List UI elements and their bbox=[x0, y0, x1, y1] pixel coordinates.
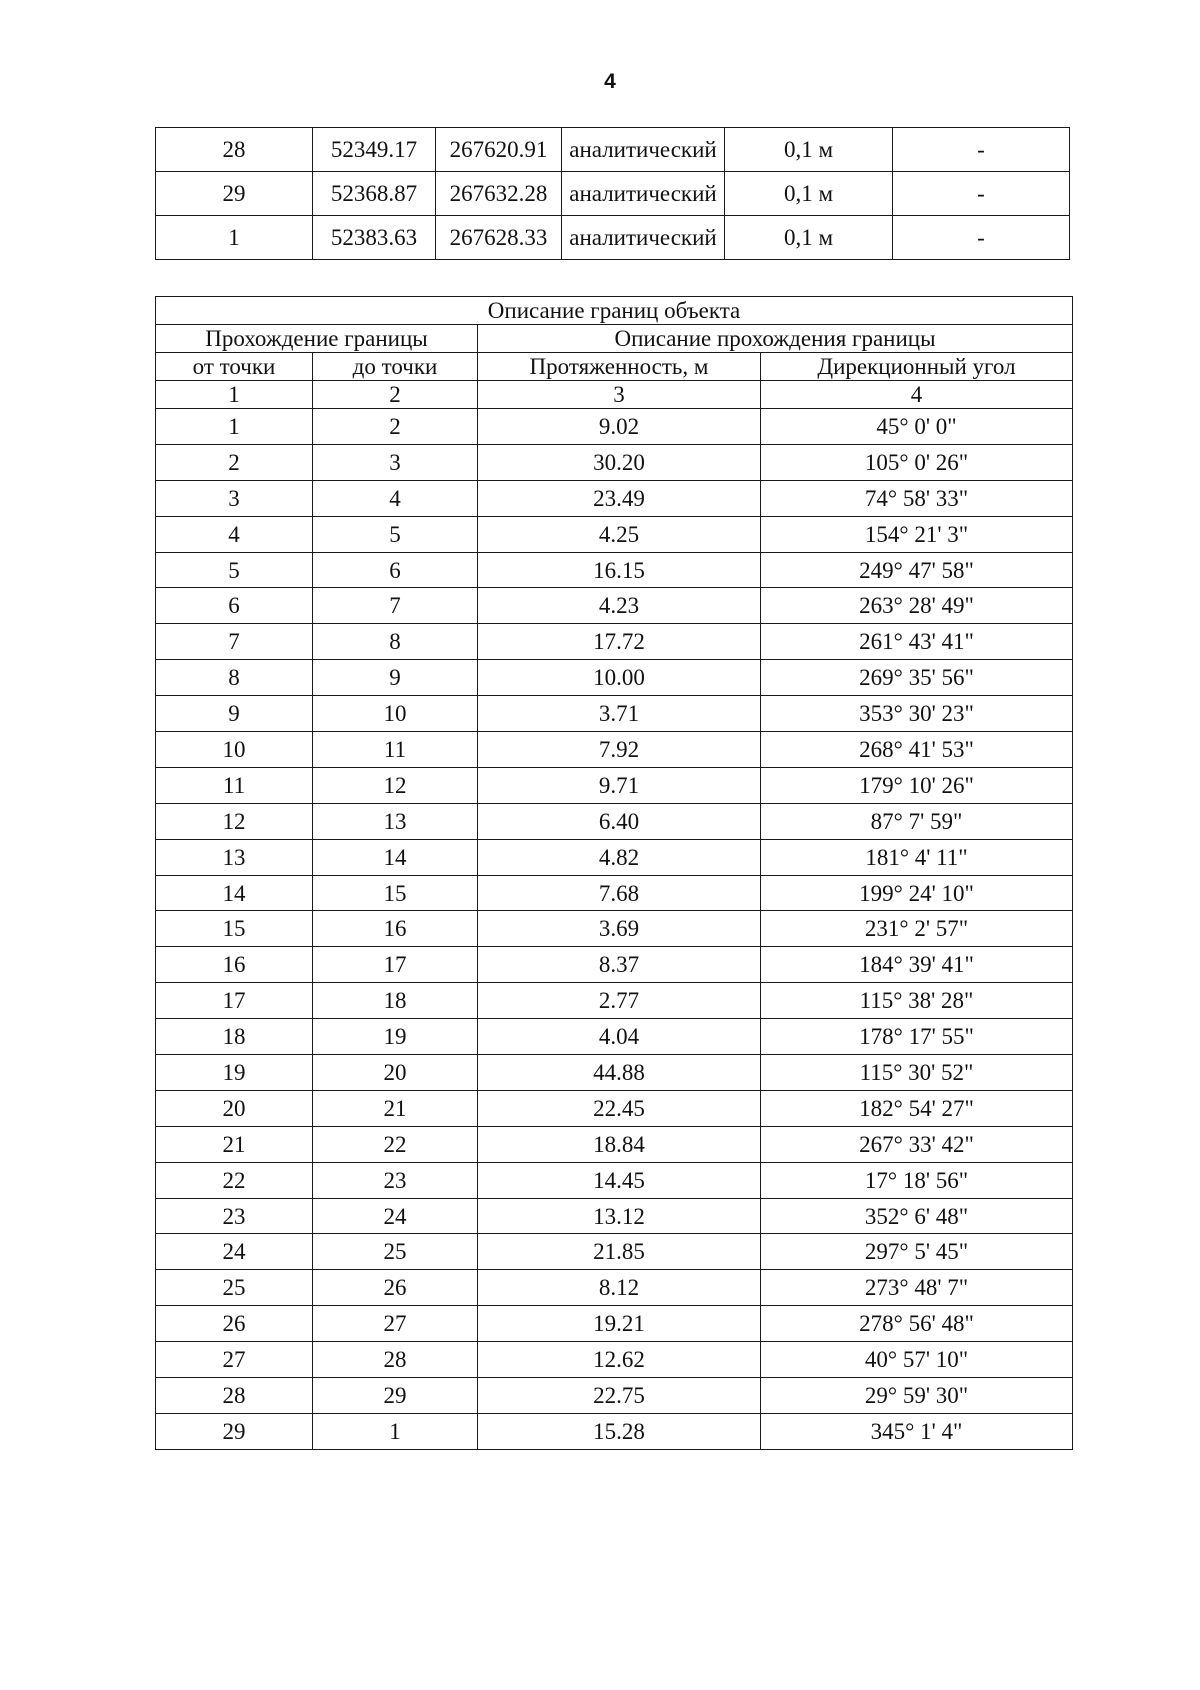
column-header-to-point: до точки bbox=[313, 353, 478, 381]
length-cell: 4.25 bbox=[478, 516, 761, 552]
table-row bbox=[156, 1413, 1073, 1449]
to-point-cell: 11 bbox=[313, 732, 478, 768]
from-point-cell: 17 bbox=[156, 983, 313, 1019]
from-point-cell: 6 bbox=[156, 588, 313, 624]
page-number: 4 bbox=[604, 70, 616, 93]
from-point-cell: 20 bbox=[156, 1090, 313, 1126]
from-point-cell: 25 bbox=[156, 1270, 313, 1306]
to-point-cell: 19 bbox=[313, 1019, 478, 1055]
x-coordinate-cell: 52368.87 bbox=[313, 172, 436, 216]
table-row bbox=[156, 1162, 1073, 1198]
column-header-from-point: от точки bbox=[156, 353, 313, 381]
from-point-cell: 11 bbox=[156, 767, 313, 803]
table-row bbox=[156, 839, 1073, 875]
table-row bbox=[156, 1055, 1073, 1091]
bearing-cell: 181° 4' 11" bbox=[761, 839, 1073, 875]
to-point-cell: 22 bbox=[313, 1126, 478, 1162]
to-point-cell: 9 bbox=[313, 660, 478, 696]
table-row bbox=[156, 172, 1070, 216]
length-cell: 9.71 bbox=[478, 767, 761, 803]
bearing-cell: 154° 21' 3" bbox=[761, 516, 1073, 552]
length-cell: 21.85 bbox=[478, 1234, 761, 1270]
table-row bbox=[156, 516, 1073, 552]
table-title: Описание границ объекта bbox=[156, 297, 1073, 325]
from-point-cell: 23 bbox=[156, 1198, 313, 1234]
bearing-cell: 353° 30' 23" bbox=[761, 696, 1073, 732]
length-cell: 8.37 bbox=[478, 947, 761, 983]
point-number-cell: 1 bbox=[156, 216, 313, 260]
length-cell: 4.82 bbox=[478, 839, 761, 875]
bearing-cell: 87° 7' 59" bbox=[761, 803, 1073, 839]
table-row bbox=[156, 1198, 1073, 1234]
table-row bbox=[156, 947, 1073, 983]
table-row bbox=[156, 1378, 1073, 1414]
column-number: 3 bbox=[478, 381, 761, 409]
from-point-cell: 18 bbox=[156, 1019, 313, 1055]
column-number: 1 bbox=[156, 381, 313, 409]
from-point-cell: 15 bbox=[156, 911, 313, 947]
bearing-cell: 261° 43' 41" bbox=[761, 624, 1073, 660]
to-point-cell: 25 bbox=[313, 1234, 478, 1270]
accuracy-cell: 0,1 м bbox=[725, 216, 893, 260]
table-row bbox=[156, 480, 1073, 516]
length-cell: 4.04 bbox=[478, 1019, 761, 1055]
bearing-cell: 249° 47' 58" bbox=[761, 552, 1073, 588]
bearing-cell: 178° 17' 55" bbox=[761, 1019, 1073, 1055]
table-row bbox=[156, 1019, 1073, 1055]
length-cell: 7.68 bbox=[478, 875, 761, 911]
column-number: 4 bbox=[761, 381, 1073, 409]
coordinates-table-body bbox=[156, 128, 1070, 260]
from-point-cell: 14 bbox=[156, 875, 313, 911]
bearing-cell: 29° 59' 30" bbox=[761, 1378, 1073, 1414]
table-row bbox=[156, 1234, 1073, 1270]
to-point-cell: 14 bbox=[313, 839, 478, 875]
boundary-description-table bbox=[155, 296, 1073, 1450]
column-number: 2 bbox=[313, 381, 478, 409]
table-row bbox=[156, 1126, 1073, 1162]
to-point-cell: 7 bbox=[313, 588, 478, 624]
from-point-cell: 12 bbox=[156, 803, 313, 839]
point-number-cell: 28 bbox=[156, 128, 313, 172]
from-point-cell: 16 bbox=[156, 947, 313, 983]
bearing-cell: 40° 57' 10" bbox=[761, 1342, 1073, 1378]
to-point-cell: 4 bbox=[313, 480, 478, 516]
from-point-cell: 22 bbox=[156, 1162, 313, 1198]
bearing-cell: 184° 39' 41" bbox=[761, 947, 1073, 983]
length-cell: 44.88 bbox=[478, 1055, 761, 1091]
description-cell: - bbox=[893, 216, 1070, 260]
column-number-row bbox=[156, 381, 1073, 409]
bearing-cell: 45° 0' 0" bbox=[761, 409, 1073, 445]
table-row bbox=[156, 624, 1073, 660]
bearing-cell: 269° 35' 56" bbox=[761, 660, 1073, 696]
table-row bbox=[156, 444, 1073, 480]
bearing-cell: 297° 5' 45" bbox=[761, 1234, 1073, 1270]
x-coordinate-cell: 52383.63 bbox=[313, 216, 436, 260]
table-row bbox=[156, 216, 1070, 260]
length-cell: 18.84 bbox=[478, 1126, 761, 1162]
from-point-cell: 8 bbox=[156, 660, 313, 696]
column-header-bearing: Дирекционный угол bbox=[761, 353, 1073, 381]
table-row bbox=[156, 1342, 1073, 1378]
point-number-cell: 29 bbox=[156, 172, 313, 216]
from-point-cell: 21 bbox=[156, 1126, 313, 1162]
bearing-cell: 115° 38' 28" bbox=[761, 983, 1073, 1019]
bearing-cell: 352° 6' 48" bbox=[761, 1198, 1073, 1234]
column-header-length: Протяженность, м bbox=[478, 353, 761, 381]
to-point-cell: 15 bbox=[313, 875, 478, 911]
length-cell: 8.12 bbox=[478, 1270, 761, 1306]
table-row bbox=[156, 732, 1073, 768]
from-point-cell: 9 bbox=[156, 696, 313, 732]
to-point-cell: 20 bbox=[313, 1055, 478, 1091]
boundary-table-body bbox=[156, 297, 1073, 1450]
table-row bbox=[156, 409, 1073, 445]
x-coordinate-cell: 52349.17 bbox=[313, 128, 436, 172]
bearing-cell: 105° 0' 26" bbox=[761, 444, 1073, 480]
table-row bbox=[156, 803, 1073, 839]
to-point-cell: 2 bbox=[313, 409, 478, 445]
length-cell: 16.15 bbox=[478, 552, 761, 588]
bearing-cell: 263° 28' 49" bbox=[761, 588, 1073, 624]
from-point-cell: 4 bbox=[156, 516, 313, 552]
length-cell: 23.49 bbox=[478, 480, 761, 516]
table-row bbox=[156, 1270, 1073, 1306]
length-cell: 3.69 bbox=[478, 911, 761, 947]
length-cell: 19.21 bbox=[478, 1306, 761, 1342]
bearing-cell: 267° 33' 42" bbox=[761, 1126, 1073, 1162]
bearing-cell: 115° 30' 52" bbox=[761, 1055, 1073, 1091]
description-cell: - bbox=[893, 172, 1070, 216]
length-cell: 17.72 bbox=[478, 624, 761, 660]
table-row bbox=[156, 875, 1073, 911]
group-header-boundary-passage: Прохождение границы bbox=[156, 325, 478, 353]
length-cell: 2.77 bbox=[478, 983, 761, 1019]
column-header-row bbox=[156, 353, 1073, 381]
bearing-cell: 199° 24' 10" bbox=[761, 875, 1073, 911]
to-point-cell: 21 bbox=[313, 1090, 478, 1126]
from-point-cell: 27 bbox=[156, 1342, 313, 1378]
bearing-cell: 74° 58' 33" bbox=[761, 480, 1073, 516]
from-point-cell: 24 bbox=[156, 1234, 313, 1270]
to-point-cell: 27 bbox=[313, 1306, 478, 1342]
table-row bbox=[156, 767, 1073, 803]
to-point-cell: 13 bbox=[313, 803, 478, 839]
table-row bbox=[156, 128, 1070, 172]
table-row bbox=[156, 911, 1073, 947]
length-cell: 4.23 bbox=[478, 588, 761, 624]
group-header-row bbox=[156, 325, 1073, 353]
bearing-cell: 231° 2' 57" bbox=[761, 911, 1073, 947]
from-point-cell: 29 bbox=[156, 1413, 313, 1449]
length-cell: 22.75 bbox=[478, 1378, 761, 1414]
from-point-cell: 28 bbox=[156, 1378, 313, 1414]
to-point-cell: 24 bbox=[313, 1198, 478, 1234]
bearing-cell: 273° 48' 7" bbox=[761, 1270, 1073, 1306]
length-cell: 30.20 bbox=[478, 444, 761, 480]
length-cell: 7.92 bbox=[478, 732, 761, 768]
accuracy-cell: 0,1 м bbox=[725, 172, 893, 216]
length-cell: 14.45 bbox=[478, 1162, 761, 1198]
accuracy-cell: 0,1 м bbox=[725, 128, 893, 172]
length-cell: 12.62 bbox=[478, 1342, 761, 1378]
to-point-cell: 23 bbox=[313, 1162, 478, 1198]
to-point-cell: 1 bbox=[313, 1413, 478, 1449]
to-point-cell: 17 bbox=[313, 947, 478, 983]
bearing-cell: 268° 41' 53" bbox=[761, 732, 1073, 768]
from-point-cell: 13 bbox=[156, 839, 313, 875]
length-cell: 15.28 bbox=[478, 1413, 761, 1449]
table-row bbox=[156, 983, 1073, 1019]
bearing-cell: 182° 54' 27" bbox=[761, 1090, 1073, 1126]
from-point-cell: 19 bbox=[156, 1055, 313, 1091]
from-point-cell: 7 bbox=[156, 624, 313, 660]
bearing-cell: 179° 10' 26" bbox=[761, 767, 1073, 803]
length-cell: 6.40 bbox=[478, 803, 761, 839]
to-point-cell: 16 bbox=[313, 911, 478, 947]
group-header-passage-description: Описание прохождения границы bbox=[478, 325, 1073, 353]
y-coordinate-cell: 267628.33 bbox=[436, 216, 562, 260]
length-cell: 22.45 bbox=[478, 1090, 761, 1126]
table-row bbox=[156, 696, 1073, 732]
from-point-cell: 3 bbox=[156, 480, 313, 516]
table-title-row bbox=[156, 297, 1073, 325]
to-point-cell: 6 bbox=[313, 552, 478, 588]
y-coordinate-cell: 267632.28 bbox=[436, 172, 562, 216]
from-point-cell: 1 bbox=[156, 409, 313, 445]
coordinates-table bbox=[155, 127, 1070, 260]
from-point-cell: 5 bbox=[156, 552, 313, 588]
method-cell: аналитический bbox=[562, 172, 725, 216]
to-point-cell: 3 bbox=[313, 444, 478, 480]
bearing-cell: 345° 1' 4" bbox=[761, 1413, 1073, 1449]
length-cell: 13.12 bbox=[478, 1198, 761, 1234]
table-row bbox=[156, 1306, 1073, 1342]
to-point-cell: 5 bbox=[313, 516, 478, 552]
length-cell: 9.02 bbox=[478, 409, 761, 445]
to-point-cell: 26 bbox=[313, 1270, 478, 1306]
bearing-cell: 278° 56' 48" bbox=[761, 1306, 1073, 1342]
table-row bbox=[156, 552, 1073, 588]
table-row bbox=[156, 1090, 1073, 1126]
to-point-cell: 28 bbox=[313, 1342, 478, 1378]
to-point-cell: 10 bbox=[313, 696, 478, 732]
table-row bbox=[156, 660, 1073, 696]
to-point-cell: 12 bbox=[313, 767, 478, 803]
length-cell: 10.00 bbox=[478, 660, 761, 696]
from-point-cell: 26 bbox=[156, 1306, 313, 1342]
to-point-cell: 29 bbox=[313, 1378, 478, 1414]
to-point-cell: 8 bbox=[313, 624, 478, 660]
to-point-cell: 18 bbox=[313, 983, 478, 1019]
method-cell: аналитический bbox=[562, 216, 725, 260]
method-cell: аналитический bbox=[562, 128, 725, 172]
from-point-cell: 2 bbox=[156, 444, 313, 480]
table-row bbox=[156, 588, 1073, 624]
length-cell: 3.71 bbox=[478, 696, 761, 732]
description-cell: - bbox=[893, 128, 1070, 172]
bearing-cell: 17° 18' 56" bbox=[761, 1162, 1073, 1198]
y-coordinate-cell: 267620.91 bbox=[436, 128, 562, 172]
from-point-cell: 10 bbox=[156, 732, 313, 768]
